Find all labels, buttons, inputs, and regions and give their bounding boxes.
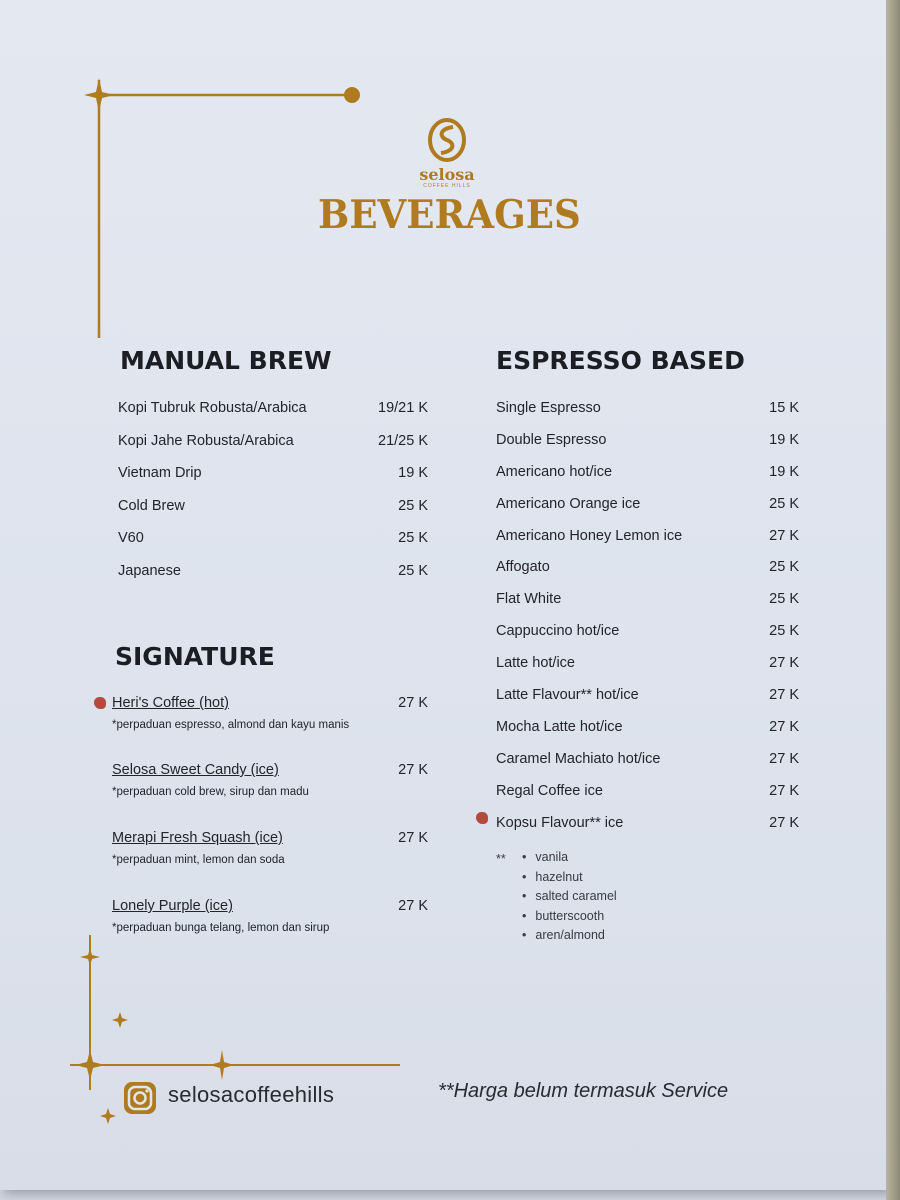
item-description: *perpaduan cold brew, sirup dan madu xyxy=(112,786,309,798)
item-price: 27 K xyxy=(769,718,799,735)
item-price: 27 K xyxy=(769,814,799,831)
item-price: 27 K xyxy=(769,750,799,767)
item-price: 27 K xyxy=(398,695,428,711)
item-price: 27 K xyxy=(769,687,799,704)
item-price: 21/25 K xyxy=(378,432,428,449)
item-price: 27 K xyxy=(398,830,428,846)
espresso-based-list xyxy=(496,400,799,846)
menu-item xyxy=(496,655,799,687)
item-name: Lonely Purple (ice) xyxy=(112,898,233,914)
menu-item xyxy=(496,751,799,783)
manual-brew-heading: MANUAL BREW xyxy=(120,346,332,375)
menu-item xyxy=(496,783,799,815)
item-name: Japanese xyxy=(118,562,181,579)
item-name: Cold Brew xyxy=(118,497,185,514)
item-name: Flat White xyxy=(496,591,562,608)
logo-subtitle: COFFEE HILLS xyxy=(423,183,471,189)
brand-logo xyxy=(418,118,476,189)
menu-item xyxy=(118,563,428,596)
item-name: Selosa Sweet Candy (ice) xyxy=(112,762,279,778)
item-name: Kopsu Flavour** ice xyxy=(496,814,624,831)
item-price: 27 K xyxy=(769,655,799,672)
item-name: Latte hot/ice xyxy=(496,655,575,672)
espresso-based-heading: ESPRESSO BASED xyxy=(496,346,745,375)
item-price: 27 K xyxy=(398,762,428,778)
menu-item xyxy=(118,530,428,563)
item-name: Vietnam Drip xyxy=(118,465,202,482)
instagram-handle: selosacoffeehills xyxy=(168,1082,335,1107)
item-description: *perpaduan espresso, almond dan kayu manis xyxy=(112,719,350,731)
flavour-item: • aren/almond xyxy=(522,928,617,948)
instagram-icon xyxy=(122,1080,158,1116)
menu-item xyxy=(118,498,428,531)
flavour-footnote-mark: ** xyxy=(496,852,506,866)
item-description: *perpaduan mint, lemon dan soda xyxy=(112,854,285,866)
flavour-item: • vanila xyxy=(522,850,617,870)
menu-item xyxy=(496,687,799,719)
item-name: Cappuccino hot/ice xyxy=(496,623,620,640)
item-price: 27 K xyxy=(769,527,799,544)
item-price: 25 K xyxy=(398,562,428,579)
item-name: Kopi Tubruk Robusta/Arabica xyxy=(118,400,307,416)
menu-item xyxy=(118,433,428,466)
pin-mark xyxy=(476,812,488,824)
item-price: 25 K xyxy=(769,591,799,608)
menu-item xyxy=(496,528,799,560)
item-price: 25 K xyxy=(398,497,428,514)
item-price: 19 K xyxy=(769,431,799,448)
flavour-list xyxy=(522,850,617,948)
pin-mark xyxy=(94,697,106,709)
item-name: Regal Coffee ice xyxy=(496,782,603,799)
page-title: BEVERAGES xyxy=(318,192,581,238)
item-price: 25 K xyxy=(769,623,799,640)
item-name: Americano hot/ice xyxy=(496,463,613,480)
menu-item xyxy=(496,623,799,655)
item-price: 19 K xyxy=(769,463,799,480)
flavour-item: • salted caramel xyxy=(522,889,617,909)
item-name: Affogato xyxy=(496,559,550,576)
menu-item xyxy=(496,496,799,528)
signature-heading: SIGNATURE xyxy=(115,642,275,671)
logo-wordmark: selosa xyxy=(419,165,475,184)
item-name: V60 xyxy=(118,530,144,547)
item-name: Merapi Fresh Squash (ice) xyxy=(112,830,283,846)
menu-item xyxy=(118,465,428,498)
flavour-item: • hazelnut xyxy=(522,870,617,890)
item-description: *perpaduan bunga telang, lemon dan sirup xyxy=(112,922,330,934)
item-price: 19/21 K xyxy=(378,400,428,416)
menu-item xyxy=(118,400,428,433)
item-name: Latte Flavour** hot/ice xyxy=(496,687,639,704)
item-price: 15 K xyxy=(769,400,799,416)
item-price: 25 K xyxy=(398,530,428,547)
item-price: 19 K xyxy=(398,465,428,482)
manual-brew-list xyxy=(118,400,428,596)
item-name: Caramel Machiato hot/ice xyxy=(496,750,661,767)
menu-item xyxy=(496,591,799,623)
menu-item xyxy=(496,719,799,751)
item-name: Americano Orange ice xyxy=(496,495,641,512)
item-name: Mocha Latte hot/ice xyxy=(496,718,623,735)
item-price: 25 K xyxy=(769,495,799,512)
bean-logo-icon xyxy=(426,118,468,162)
service-note: **Harga belum termasuk Service xyxy=(438,1080,729,1102)
menu-item xyxy=(496,464,799,496)
item-price: 27 K xyxy=(769,782,799,799)
item-name: Single Espresso xyxy=(496,400,601,416)
item-price: 27 K xyxy=(398,898,428,914)
item-name: Kopi Jahe Robusta/Arabica xyxy=(118,432,294,449)
menu-item xyxy=(496,432,799,464)
item-name: Americano Honey Lemon ice xyxy=(496,527,683,544)
menu-item xyxy=(496,559,799,591)
flavour-item: • butterscooth xyxy=(522,909,617,929)
item-name: Double Espresso xyxy=(496,431,607,448)
item-price: 25 K xyxy=(769,559,799,576)
menu-item xyxy=(496,815,799,847)
item-name: Heri's Coffee (hot) xyxy=(112,695,229,711)
menu-item xyxy=(496,400,799,432)
